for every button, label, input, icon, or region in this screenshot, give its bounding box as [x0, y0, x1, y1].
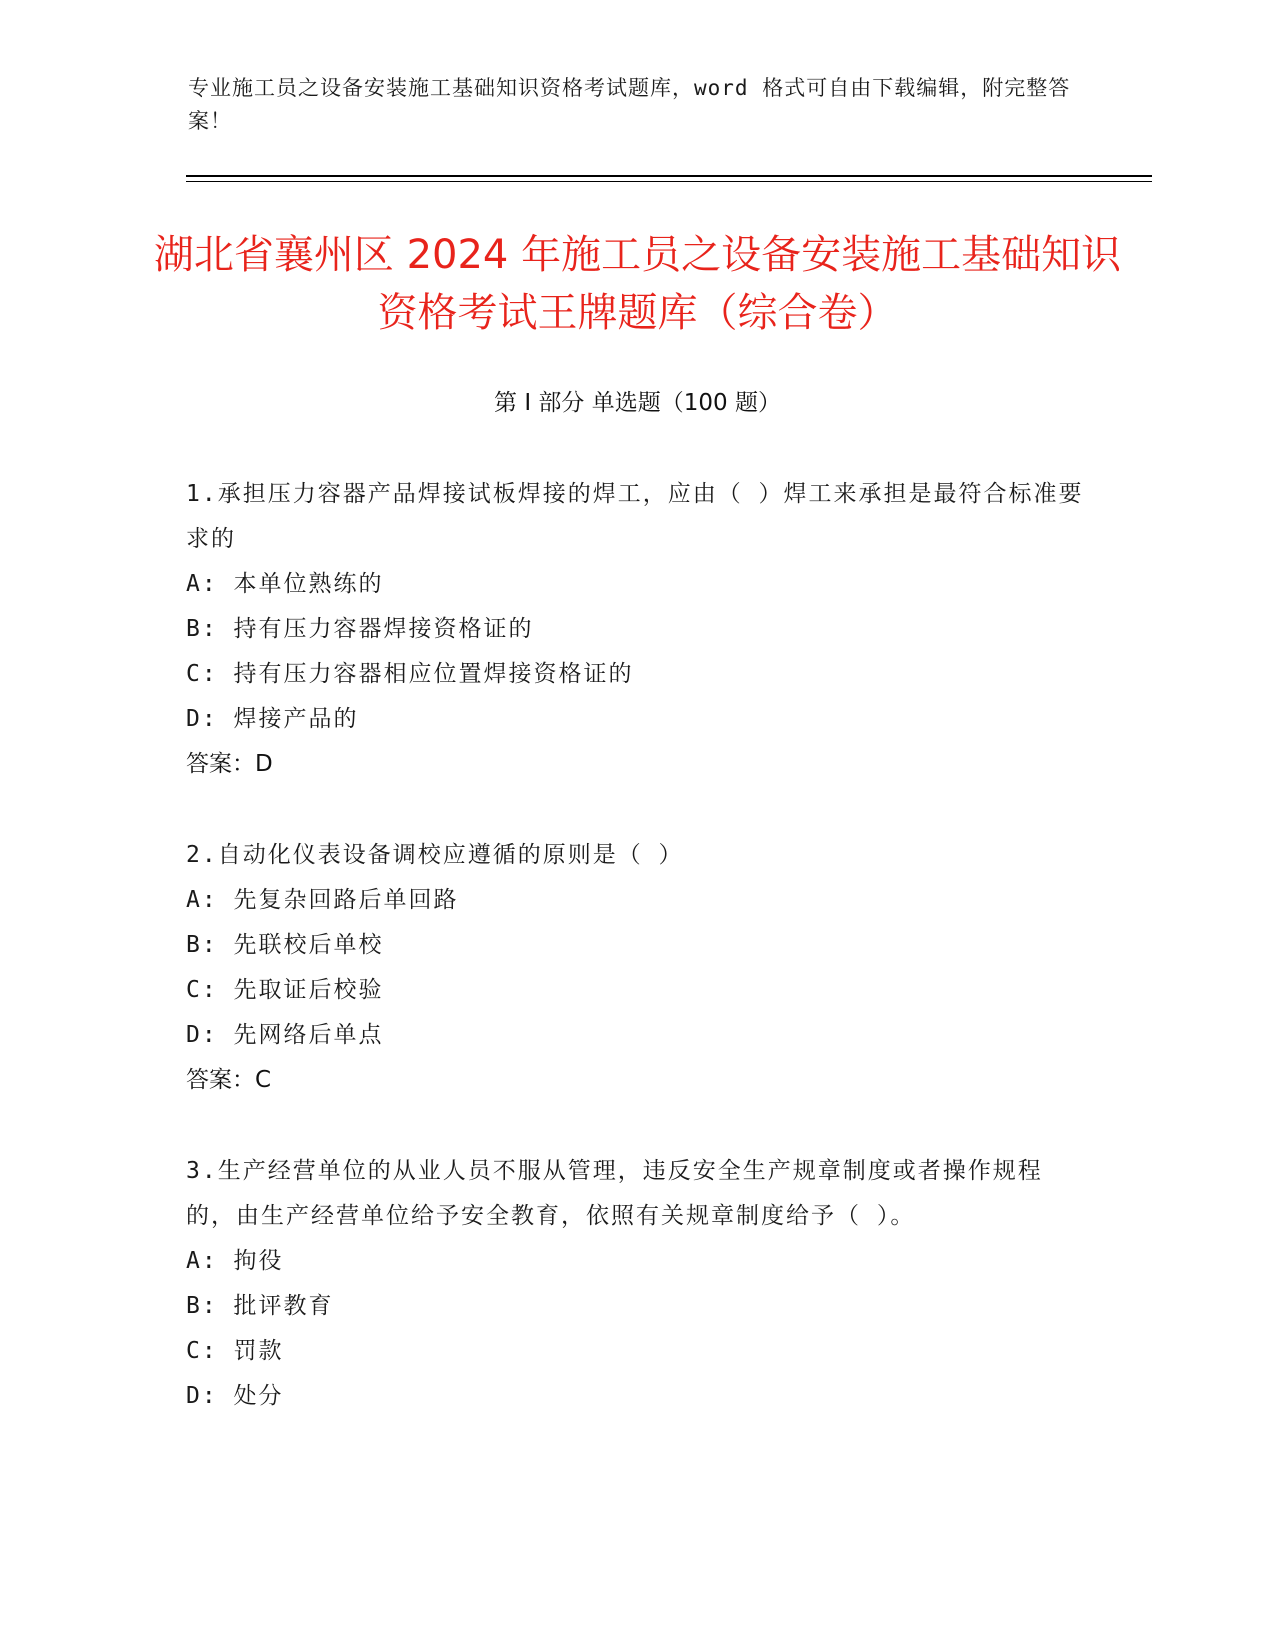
- answer: 答案：C: [186, 1067, 272, 1093]
- answer: 答案：D: [186, 751, 273, 777]
- option-d: D: 焊接产品的: [186, 706, 359, 732]
- question-item: [186, 833, 1086, 1103]
- header-divider-thin: [186, 181, 1152, 182]
- question-text: 2.自动化仪表设备调校应遵循的原则是（ ）: [186, 842, 684, 868]
- question-item: [186, 472, 1086, 787]
- option-b: B: 批评教育: [186, 1293, 334, 1319]
- option-d: D: 先网络后单点: [186, 1022, 384, 1048]
- option-a: A: 先复杂回路后单回路: [186, 887, 459, 913]
- question-text: 1.承担压力容器产品焊接试板焊接的焊工，应由（ ）焊工来承担是最符合标准要求的: [186, 481, 1084, 552]
- option-c: C: 先取证后校验: [186, 977, 384, 1003]
- header-divider-thick: [186, 175, 1152, 177]
- document-title: 湖北省襄州区 2024 年施工员之设备安装施工基础知识资格考试王牌题库（综合卷）: [153, 232, 1122, 336]
- question-text: 3.生产经营单位的从业人员不服从管理，违反安全生产规章制度或者操作规程的，由生产经营单位给予安全教育，依照有关规章制度给予（ ）。: [186, 1158, 1043, 1229]
- option-a: A: 拘役: [186, 1248, 284, 1274]
- option-d: D: 处分: [186, 1383, 284, 1409]
- question-list: [186, 472, 1086, 1465]
- option-a: A: 本单位熟练的: [186, 571, 384, 597]
- option-b: B: 先联校后单校: [186, 932, 384, 958]
- option-c: C: 罚款: [186, 1338, 284, 1364]
- header-note: 专业施工员之设备安装施工基础知识资格考试题库，word 格式可自由下载编辑，附完整答案！: [188, 76, 1071, 133]
- section-heading: 第 I 部分 单选题（100 题）: [494, 390, 781, 416]
- question-item: [186, 1149, 1086, 1419]
- option-b: B: 持有压力容器焊接资格证的: [186, 616, 534, 642]
- option-c: C: 持有压力容器相应位置焊接资格证的: [186, 661, 634, 687]
